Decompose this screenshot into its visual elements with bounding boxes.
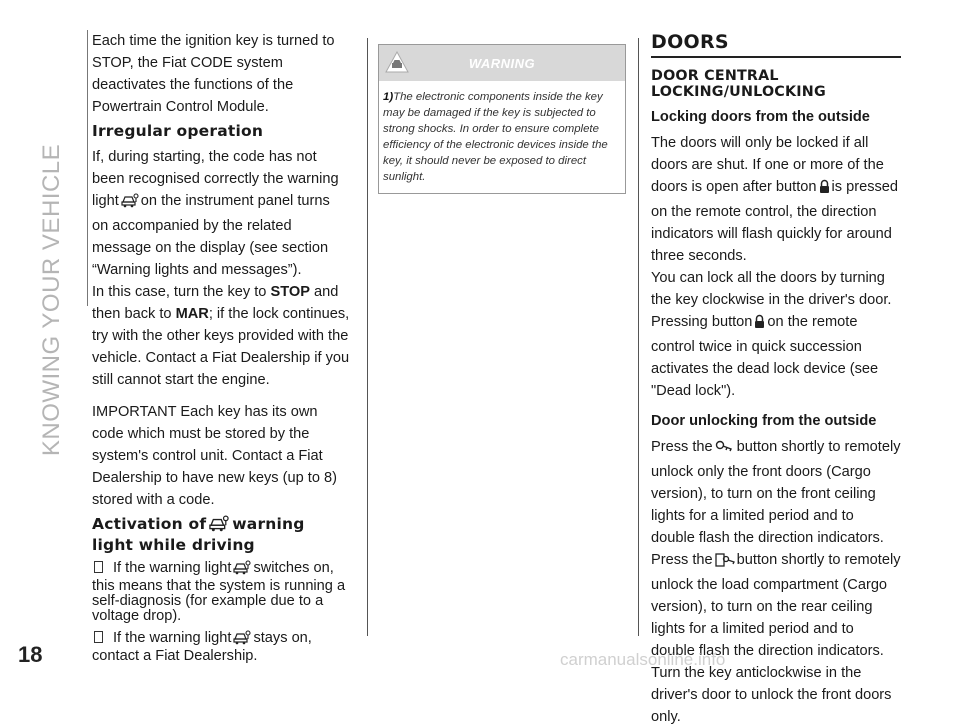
immobilizer-car-key-icon: [233, 560, 251, 579]
column-divider-2: [638, 38, 639, 636]
warning-title: WARNING: [468, 56, 536, 71]
locking-paragraph-2: You can lock all the doors by turning the key clockwise in the driver's door.: [651, 270, 892, 308]
column-3: [651, 30, 901, 728]
immobilizer-car-key-icon: [121, 193, 139, 215]
irregular-paragraph: If, during starting, the code has not been recognised correctly the warning light on the instrument panel turns on accompanied by the related message on the display (see section “Warning lights and messages”).: [92, 149, 339, 278]
heading-activation-warning: Activation of warning light while driving: [92, 515, 305, 554]
padlock-icon: [754, 314, 765, 336]
warning-text: 1)The electronic components inside the key may be damaged if the key is subjected to strong shocks. In order to ensure complete efficiency of the electronic devices inside the key, it should never be exposed to direct sunlight.: [383, 91, 608, 183]
warning-box: [378, 44, 626, 194]
page-number: 18: [18, 642, 43, 667]
locking-paragraph-3: Pressing button on the remote control twice in quick succession activates the dead lock device (see "Dead lock").: [651, 314, 879, 399]
column-divider-1: [367, 38, 368, 636]
heading-doors: DOORS: [651, 32, 901, 58]
checkbox-bullet-icon: [94, 561, 103, 573]
subheading-locking-outside: Locking doors from the outside: [651, 109, 870, 125]
turn-key-paragraph: In this case, turn the key to STOP and then back to MAR; if the lock continues, try with the other keys provided with the vehicle. Contact a Fiat Dealership if you still cannot start the engine.: [92, 284, 350, 388]
heading-irregular-operation: Irregular operation: [92, 122, 264, 140]
intro-paragraph: Each time the ignition key is turned to STOP, the Fiat CODE system deactivates the functions of the Powertrain Control Module.: [92, 33, 335, 115]
mar-label: MAR: [175, 306, 209, 322]
unlocking-paragraph-1: Press the button shortly to remotely unlock only the front doors (Cargo version), to turn on the front ceiling lights for a limited period and to double flash the direction indicators.: [651, 439, 901, 546]
important-paragraph: IMPORTANT Each key has its own code which must be stored by the system's control unit. Contact a Fiat Dealership to have new keys (up to 8) stored with a code.: [92, 404, 337, 508]
stop-label: STOP: [270, 284, 310, 300]
side-divider: [87, 30, 88, 306]
bullet-item-1: If the warning light switches on, this means that the system is running a self-diagnosis (for example due to a voltage drop).: [92, 560, 346, 624]
checkbox-bullet-icon: [94, 631, 103, 643]
key-door-icon: [715, 552, 735, 574]
unlocking-paragraph-2: Press the button shortly to remotely unlock the load compartment (Cargo version), to turn on the rear ceiling lights for a limited period and to double flash the direction indicators. Turn the key anticlockwise in the driver's door to unlock the front doors only.: [651, 552, 901, 725]
padlock-icon: [819, 179, 830, 201]
bullet-item-2: If the warning light stays on, contact a Fiat Dealership.: [92, 630, 312, 664]
immobilizer-car-key-icon: [208, 515, 230, 536]
immobilizer-car-key-icon: [233, 630, 251, 649]
column-1: [92, 30, 350, 664]
key-icon: [715, 439, 735, 461]
warning-header: [379, 45, 625, 81]
subheading-unlocking-outside: Door unlocking from the outside: [651, 413, 877, 429]
locking-paragraph-1: The doors will only be locked if all doors are shut. If one or more of the doors is open after button is pressed on the remote control, the direction indicators will flash quickly for around three seconds.: [651, 135, 899, 264]
watermark: carmanualsonline.info: [560, 650, 726, 669]
heading-central-locking: DOOR CENTRAL LOCKING/UNLOCKING: [651, 68, 826, 100]
